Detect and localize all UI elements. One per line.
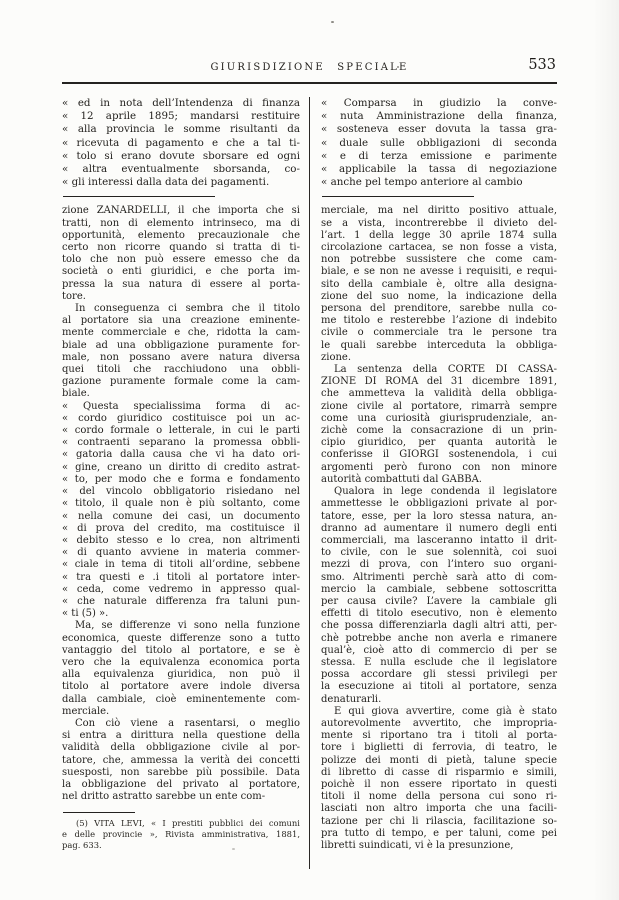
text-line: gazione puramente formale come la cam- [62, 376, 300, 388]
text-line: smo. Altrimenti perchè sarà atto di com- [321, 571, 557, 583]
text-line: ZIONE DI ROMA del 31 dicembre 1891, [321, 376, 557, 388]
section-separator-right [322, 196, 474, 197]
text-line: denaturarli. [321, 693, 382, 705]
text-line: tore. [62, 290, 86, 302]
text-line: (5) VITA LEVI, « I prestiti pubblici dei comuni [76, 818, 300, 829]
text-line: qual’è, cioè atto di commercio di per se [321, 644, 557, 656]
text-line: tazione per chi li rilascia, facilitazione so- [321, 815, 557, 827]
text-line: civile o commerciale tra le persone tra [321, 327, 557, 339]
text-line: mercio la cambiale, sebbene sottoscritta [321, 583, 557, 595]
running-title: GIURISDIZIONE SPECIALE [210, 62, 409, 73]
text-line: « 12 aprile 1895; mandarsi restituire [62, 110, 300, 123]
text-line: « che naturale differenza fra taluni pun- [62, 595, 300, 607]
text-line: per causa civile? L’avere la cambiale gli [321, 595, 557, 607]
text-line: chè potrebbe anche non averla e rimanere [321, 632, 557, 644]
text-line: possa accordare gli stessi privilegi per [321, 669, 557, 681]
right-column [309, 97, 557, 869]
text-line: zione ZANARDELLI, il che importa che si [62, 205, 300, 217]
text-line: « ti (5) ». [62, 608, 109, 620]
text-line: « applicabile la tassa di negoziazione [321, 163, 557, 176]
text-line: l’art. 1 della legge 30 aprile 1874 sulla [321, 229, 557, 241]
columns [62, 97, 557, 869]
text-line: certo non ricorre quando si tratta di ti- [62, 242, 300, 254]
text-line: Qualora in lege condenda il legislatore [334, 486, 557, 498]
text-line: se a vista, incontrerebbe il divieto del- [321, 217, 557, 229]
text-line: validità della obbligazione civile al por- [62, 742, 300, 754]
text-line: La sentenza della CORTE DI CASSA- [334, 364, 557, 376]
text-line: vantaggio del titolo al portatore, e se è [62, 644, 300, 656]
text-line: alla equivalenza giuridica, non può il [62, 669, 300, 681]
text-line: biale. [62, 388, 90, 400]
text-line: mezzi di prova, con l’intero suo organi- [321, 559, 557, 571]
text-line: « gatoria dalla causa che vi ha dato ori- [62, 449, 300, 461]
text-line: tatore, esse, per la loro stessa natura, an- [321, 510, 557, 522]
text-line: come una curiosità giurisprudenziale, an- [321, 412, 557, 424]
text-line: titolo al portatore avere indole diversa [62, 681, 300, 693]
text-line: « del vincolo obbligatorio risiedano nel [62, 486, 300, 498]
text-line: e delle provincie », Rivista amministrativa, 1881, [62, 828, 300, 839]
text-line: « alla provincia le somme risultanti da [62, 123, 300, 136]
text-line: « gine, creano un diritto di credito astrat- [62, 461, 300, 473]
text-line: mente commerciale e che, ridotta la cam- [62, 327, 300, 339]
paragraph [321, 364, 557, 486]
text-line: le quali sarebbe interceduta la obbliga- [321, 339, 557, 351]
text-line: che possa differenziarla dagli altri atti, per- [321, 620, 557, 632]
text-line: « di prova del credito, ma costituisce il [62, 522, 300, 534]
text-line: zione. [321, 351, 352, 363]
text-line: « duale sulle obbligazioni di seconda [321, 136, 557, 149]
text-line: « tolo si erano dovute sborsare ed ogni [62, 149, 300, 162]
section-separator-left [63, 196, 215, 197]
text-line: dalla cambiale, cioè eminentemente com- [62, 693, 300, 705]
text-line: al portatore sia una creazione eminente- [62, 315, 300, 327]
text-line: argomenti però furono con non minore [321, 461, 557, 473]
text-line: effetti di titolo esecutivo, non è elemento [321, 608, 557, 620]
text-line: zichè come la consacrazione di un prin- [321, 425, 557, 437]
text-line: autorità combattuti dal GABBA. [321, 473, 482, 485]
text-line: stessa. E nulla esclude che il legislatore [321, 656, 557, 668]
text-line: vero che la equivalenza economica porta [62, 656, 300, 668]
text-line: merciale. [62, 705, 110, 717]
text-line: tratti, non di elemento intrinseco, ma di [62, 217, 300, 229]
text-line: zione del suo nome, la indicazione della [321, 290, 557, 302]
text-line: mente si riportano tra i titoli al porta- [321, 730, 557, 742]
paragraph [62, 620, 300, 718]
text-line: « Questa specialissima forma di ac- [62, 400, 300, 412]
text-line: « Comparsa in giudizio la conve- [321, 97, 557, 109]
text-line: « tra questi e .i titoli al portatore inter- [62, 571, 300, 583]
paragraph-quoted [62, 401, 300, 621]
text-line: che ammetteva la validità della obbliga- [321, 388, 557, 400]
text-line: « altra eventualmente sborsanda, co- [62, 163, 300, 176]
text-line: quei titoli che racchiudono una obbli- [62, 364, 300, 376]
text-line: cipio giuridico, per quanta autorità le [321, 437, 557, 449]
text-line: biale ad una obbligazione puramente for- [62, 339, 300, 351]
text-line: lasciati non altro importa che una facili- [321, 803, 557, 815]
header-rule [62, 82, 557, 84]
text-line: « ceda, come vedremo in appresso qual- [62, 583, 300, 595]
text-line: tolo che non può essere emesso che da [62, 254, 300, 266]
text-line: Con ciò viene a rasentarsi, o meglio [75, 717, 300, 729]
text-line: la obbligazione del privato al portatore, [62, 778, 300, 790]
text-line: circolazione cartacea, se non fosse a vista, [321, 242, 557, 254]
text-line: merciale, ma nel diritto positivo attuale, [321, 205, 557, 217]
text-line: suesposti, non sarebbe più possibile. Data [62, 766, 300, 778]
text-line: sito della cambiale è, oltre alla designa- [321, 278, 557, 290]
footnote-rule [63, 812, 135, 813]
text-line: non potrebbe sussistere che come cam- [321, 254, 557, 266]
text-line: « e di terza emissione e parimente [321, 149, 557, 162]
text-line: libretti suindicati, vi è la presunzione, [321, 839, 514, 851]
text-line: persona del prenditore, sarebbe nulla co- [321, 303, 557, 315]
text-line: biale, e se non ne avesse i requisiti, e requi- [321, 266, 557, 278]
text-line: In conseguenza ci sembra che il titolo [75, 303, 300, 315]
paragraph [321, 486, 557, 706]
left-column [62, 97, 309, 869]
text-line: società o enti giuridici, e che porta im- [62, 266, 300, 278]
text-line: to civile, con le sue solennità, coi suoi [321, 547, 557, 559]
text-line: « anche pel tempo anteriore al cambio [321, 176, 523, 189]
text-line: autorevolmente avvertito, che impropria- [321, 717, 557, 729]
quote-block-right [321, 97, 557, 189]
text-line: « cordo formale o letterale, in cui le parti [62, 425, 300, 437]
quote-block-left [62, 97, 300, 189]
text-line: pra tutto di tempo, e per taluni, come pei [321, 827, 557, 839]
text-line: nel dritto astratto sarebbe un ente com- [62, 791, 266, 803]
text-line: « di quanto avviene in materia commer- [62, 547, 300, 559]
text-line: « nella comune dei casi, un documento [62, 510, 300, 522]
text-line: pressa la sua natura di essere al porta- [62, 278, 300, 290]
text-line: ammettesse le obbligazioni private al por- [321, 498, 557, 510]
text-line: opportunità, elemento precauzionale che [62, 229, 300, 241]
text-line: « ciale in tema di titoli all’ordine, sebbene [62, 559, 300, 571]
text-line: si entra a dirittura nella questione della [62, 730, 300, 742]
scan-speck [331, 21, 334, 23]
footnote [62, 818, 300, 850]
text-line: male, non possano avere natura diversa [62, 351, 300, 363]
text-line: me titolo e resterebbe l’azione di indebito [321, 315, 557, 327]
text-line: Ma, se differenze vi sono nella funzione [75, 620, 300, 632]
text-line: « cordo giuridico costituisce poi un ac- [62, 412, 300, 424]
text-line: « gli interessi dalla data dei pagamenti. [62, 176, 270, 189]
paragraph [62, 205, 300, 303]
paragraph [62, 303, 300, 401]
text-line: di libretto di casse di risparmio e simili, [321, 766, 557, 778]
text-line: « sosteneva esser dovuta la tassa gra- [321, 123, 557, 136]
text-line: « nuta Amministrazione della finanza, [321, 110, 557, 123]
text-line: « to, per modo che e forma e fondamento [62, 473, 300, 485]
text-line: poichè il non essere riportato in questi [321, 778, 557, 790]
text-line: titoli il nome della persona cui sono ri- [321, 791, 557, 803]
text-line: « ed in nota dell’Intendenza di finanza [62, 97, 300, 109]
text-line: « contraenti separano la promessa obbli- [62, 437, 300, 449]
text-line: conferisse il GIORGI sostenendola, i cui [321, 449, 557, 461]
paragraph [62, 718, 300, 803]
running-header [62, 56, 557, 80]
text-line: « debito stesso e lo crea, non altrimenti [62, 534, 300, 546]
paragraph [321, 706, 557, 852]
text-line: la esecuzione ai titoli al portatore, senza [321, 681, 557, 693]
text-line: tatore, che, ammessa la verità dei concetti [62, 754, 300, 766]
text-line: commerciali, ma lasceranno intatto il drit- [321, 534, 557, 546]
text-line: « ricevuta di pagamento e che a tal ti- [62, 136, 300, 149]
text-line: dranno ad aumentare il numero degli enti [321, 522, 557, 534]
text-line: polizze dei monti di pietà, talune specie [321, 754, 557, 766]
text-line: economica, queste differenze sono a tutto [62, 632, 300, 644]
page-body [62, 56, 557, 869]
text-line: « titolo, il quale non è più soltanto, come [62, 498, 300, 510]
paragraph [321, 205, 557, 364]
text-line: tore i biglietti di ferrovia, di teatro, le [321, 742, 557, 754]
page-number: 533 [528, 57, 556, 73]
text-line: pag. 633. [62, 839, 102, 850]
text-line: zione civile al portatore, rimarrà sempre [321, 400, 557, 412]
text-line: E qui giova avvertire, come già è stato [334, 705, 557, 717]
